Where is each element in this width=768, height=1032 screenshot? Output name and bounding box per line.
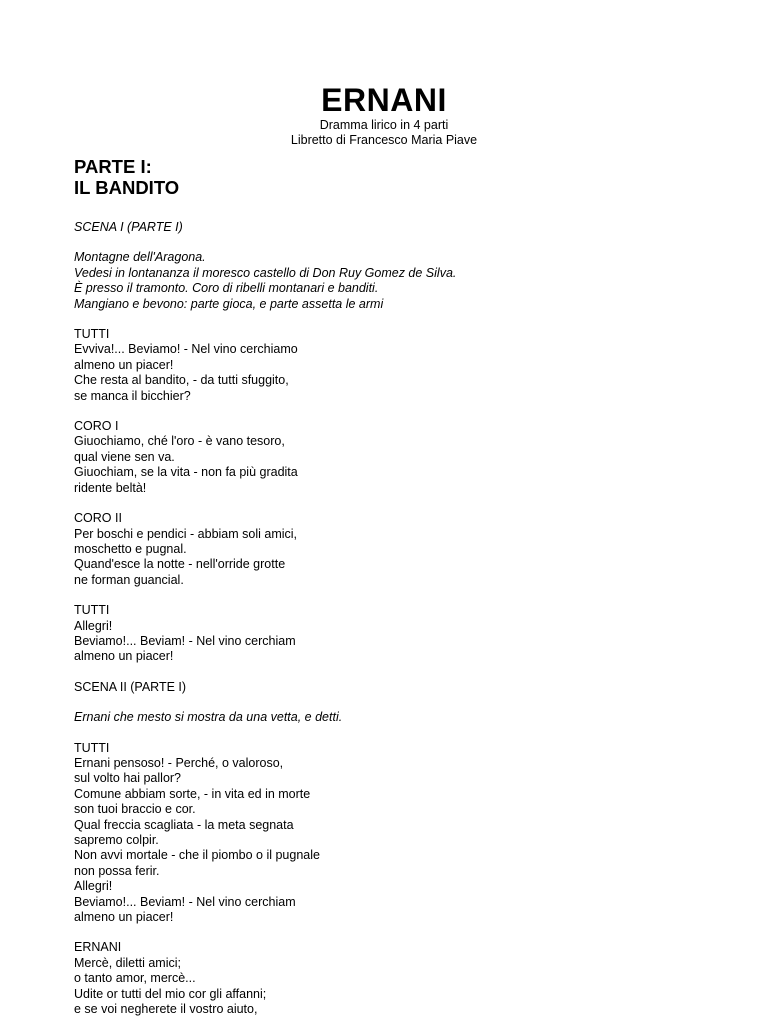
text-line: non possa ferir.	[74, 863, 160, 878]
document-author: Libretto di Francesco Maria Piave	[290, 133, 478, 147]
text-line: Mangiano e bevono: parte gioca, e parte assetta le armi	[74, 296, 384, 311]
text-line: e se voi negherete il vostro aiuto,	[74, 1002, 258, 1017]
verse-block	[74, 511, 714, 588]
text-line: Udite or tutti del mio cor gli affanni;	[74, 986, 267, 1001]
part-heading	[74, 156, 714, 198]
text-line: Per boschi e pendici - abbiam soli amici,	[74, 526, 298, 541]
speaker-label: TUTTI	[74, 603, 110, 618]
text-line: almeno un piacer!	[74, 357, 174, 372]
text-line: ne forman guancial.	[74, 572, 184, 587]
text-line: Evviva!... Beviamo! - Nel vino cerchiamo	[74, 342, 298, 357]
verse-block	[74, 741, 714, 926]
text-line: almeno un piacer!	[74, 649, 174, 664]
text-line: Giuochiamo, ché l'oro - è vano tesoro,	[74, 434, 285, 449]
part-number: PARTE I:	[74, 156, 152, 177]
text-line: Ernani pensoso! - Perché, o valoroso,	[74, 755, 284, 770]
text-line: Qual freccia scagliata - la meta segnata	[74, 817, 294, 832]
text-line: Che resta al bandito, - da tutti sfuggito,	[74, 373, 289, 388]
text-line: o tanto amor, mercè...	[74, 971, 196, 986]
text-line: Allegri!	[74, 618, 113, 633]
document-title: ERNANI	[321, 82, 447, 118]
text-line: se manca il bicchier?	[74, 388, 191, 403]
text-line: sapremo colpir.	[74, 833, 159, 847]
verse-block	[74, 419, 714, 496]
text-line: moschetto e pugnal.	[74, 541, 187, 556]
text-line: qual viene sen va.	[74, 449, 175, 464]
text-line: sul volto hai pallor?	[74, 771, 182, 786]
verse-block	[74, 680, 714, 695]
part-title: IL BANDITO	[74, 177, 180, 198]
text-line: Beviamo!... Beviam! - Nel vino cerchiam	[74, 894, 296, 909]
text-line: Allegri!	[74, 879, 113, 894]
stage-direction-block	[74, 220, 714, 235]
text-line: ridente beltà!	[74, 480, 147, 495]
text-line: Beviamo!... Beviam! - Nel vino cerchiam	[74, 633, 296, 648]
speaker-label: TUTTI	[74, 740, 110, 755]
verse-block	[74, 603, 714, 665]
text-line: son tuoi braccio e cor.	[74, 802, 196, 817]
text-line: almeno un piacer!	[74, 910, 174, 925]
document-header	[0, 82, 768, 148]
stage-direction-block	[74, 250, 714, 312]
text-line: Comune abbiam sorte, - in vita ed in morte	[74, 786, 311, 801]
text-line: Ernani che mesto si mostra da una vetta, e detti.	[74, 710, 343, 725]
libretto-content	[74, 156, 714, 1032]
text-line: Non avvi mortale - che il piombo o il pugnale	[74, 848, 320, 863]
verse-block	[74, 940, 714, 1017]
text-line: SCENA I (PARTE I)	[74, 220, 183, 234]
text-line: È presso il tramonto. Coro di ribelli montanari e banditi.	[74, 281, 379, 296]
speaker-label: TUTTI	[74, 327, 110, 342]
speaker-label: ERNANI	[74, 940, 122, 955]
verse-block	[74, 327, 714, 404]
stage-direction-block	[74, 710, 714, 725]
speaker-label: CORO II	[74, 511, 122, 526]
libretto-blocks	[74, 220, 714, 1017]
text-line: Giuochiam, se la vita - non fa più gradita	[74, 465, 298, 480]
text-line: Quand'esce la notte - nell'orride grotte	[74, 557, 286, 572]
text-line: Montagne dell'Aragona.	[74, 250, 206, 265]
speaker-label: CORO I	[74, 419, 119, 434]
text-line: Vedesi in lontananza il moresco castello di Don Ruy Gomez de Silva.	[74, 265, 457, 280]
text-line: Mercè, diletti amici;	[74, 955, 181, 970]
text-line: SCENA II (PARTE I)	[74, 679, 187, 694]
document-subtitle: Dramma lirico in 4 parti	[319, 118, 449, 132]
